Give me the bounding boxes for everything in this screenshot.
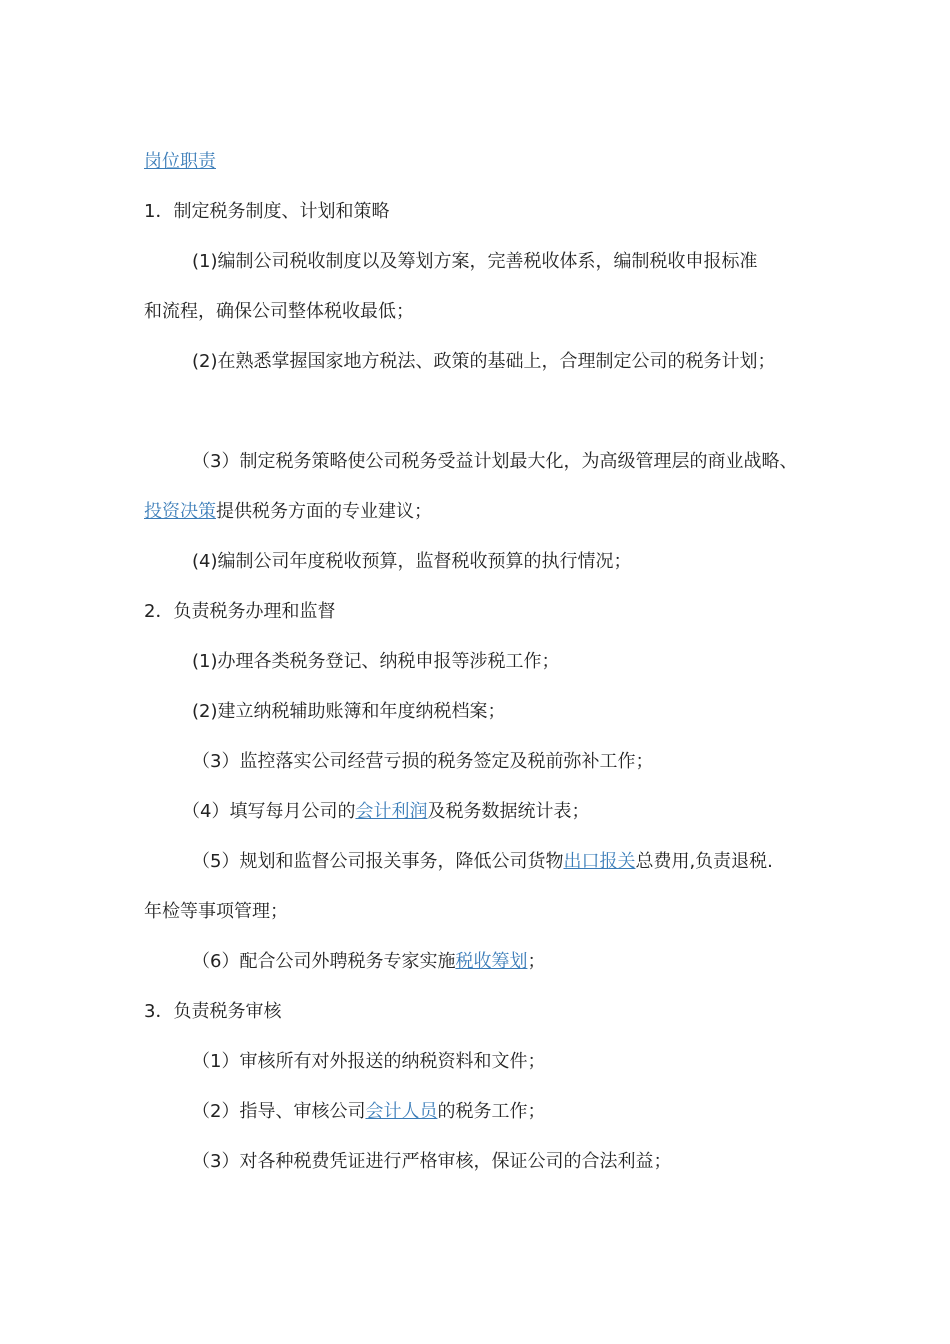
tax-planning-link[interactable]: 税收筹划	[455, 951, 528, 972]
accounting-profit-link[interactable]: 会计利润	[355, 801, 428, 822]
section-2-item-4	[182, 800, 589, 824]
section-2-item-3: （3）监控落实公司经营亏损的税务签定及税前弥补工作；	[192, 751, 654, 772]
section-1-item-4: (4)编制公司年度税收预算，监督税收预算的执行情况；	[192, 551, 632, 572]
section-1-item-3: （3）制定税务策略使公司税务受益计划最大化，为高级管理层的商业战略、	[192, 451, 798, 472]
section-3-item-2-post: 的税务工作；	[437, 1101, 546, 1122]
investment-decision-link[interactable]: 投资决策	[144, 501, 216, 522]
section-3-item-3: （3）对各种税费凭证进行严格审核，保证公司的合法利益；	[192, 1151, 672, 1172]
section-3-title: 3．负责税务审核	[144, 1001, 282, 1022]
section-3-item-1: （1）审核所有对外报送的纳税资料和文件；	[192, 1051, 546, 1072]
heading-link[interactable]: 岗位职责	[144, 151, 216, 172]
section-2-item-5-cont: 年检等事项管理；	[144, 901, 288, 922]
section-2-item-4-pre: （4）填写每月公司的	[182, 801, 356, 822]
section-1-title: 1．制定税务制度、计划和策略	[144, 201, 390, 222]
section-3-item-2	[192, 1100, 545, 1124]
section-3-item-2-pre: （2）指导、审核公司	[192, 1101, 366, 1122]
section-1-item-2: (2)在熟悉掌握国家地方税法、政策的基础上，合理制定公司的税务计划；	[192, 351, 776, 372]
heading-line	[144, 150, 216, 174]
section-2-item-6-post: ；	[527, 951, 546, 972]
accounting-staff-link[interactable]: 会计人员	[365, 1101, 438, 1122]
section-2-item-5-pre: （5）规划和监督公司报关事务，降低公司货物	[192, 851, 564, 872]
section-2-item-4-post: 及税务数据统计表；	[427, 801, 590, 822]
section-2-item-5	[192, 850, 773, 874]
section-2-item-2: (2)建立纳税辅助账簿和年度纳税档案；	[192, 701, 506, 722]
section-1-item-3-cont	[144, 500, 432, 524]
section-1-item-1-cont: 和流程，确保公司整体税收最低；	[144, 301, 414, 322]
section-2-item-6-pre: （6）配合公司外聘税务专家实施	[192, 951, 456, 972]
export-customs-link[interactable]: 出口报关	[563, 851, 636, 872]
section-2-item-1: (1)办理各类税务登记、纳税申报等涉税工作；	[192, 651, 560, 672]
section-2-item-5-post: 总费用,负责退税.	[635, 851, 773, 872]
section-1-item-1: (1)编制公司税收制度以及筹划方案，完善税收体系，编制税收申报标准	[192, 251, 758, 272]
section-2-item-6	[192, 950, 545, 974]
section-1-item-3-rest: 提供税务方面的专业建议；	[216, 501, 432, 522]
section-2-title: 2．负责税务办理和监督	[144, 601, 336, 622]
